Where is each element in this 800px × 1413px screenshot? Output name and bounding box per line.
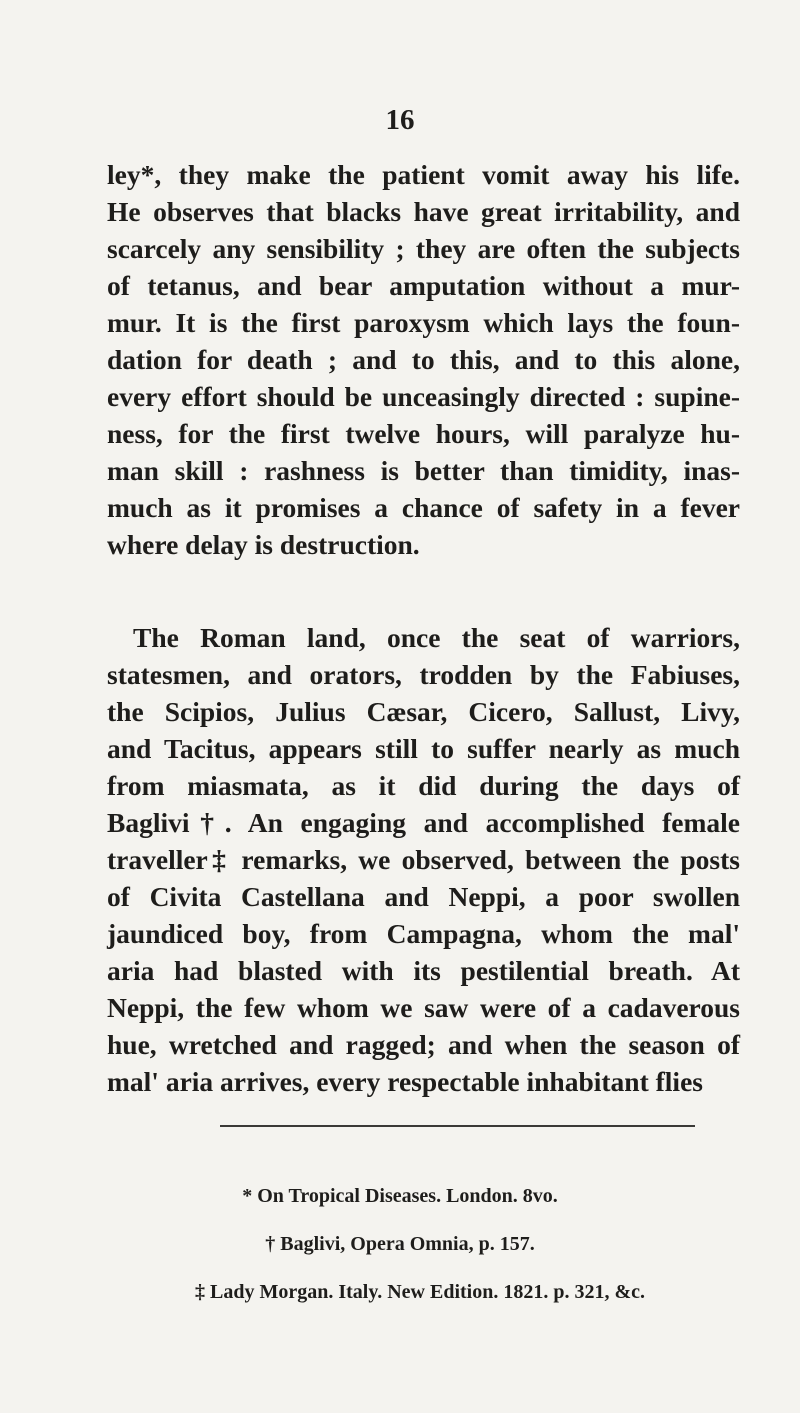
text-line: of tetanus, and bear amputation without a mur-	[107, 270, 740, 301]
text-line: much as it promises a chance of safety in a fever	[107, 492, 740, 523]
footnotes	[0, 1172, 800, 1316]
text-line: man skill : rashness is better than timidity, inas-	[107, 455, 740, 486]
text-line: statesmen, and orators, trodden by the Fabiuses,	[107, 659, 740, 690]
text-line: traveller‡ remarks, we observed, between the posts	[107, 844, 740, 875]
text-line: the Scipios, Julius Cæsar, Cicero, Sallust, Livy,	[107, 696, 740, 727]
paragraph-2	[107, 619, 740, 1100]
text-line: Neppi, the few whom we saw were of a cadaverous	[107, 992, 740, 1023]
text-line: scarcely any sensibility ; they are often the subjects	[107, 233, 740, 264]
text-line: dation for death ; and to this, and to this alone,	[107, 344, 740, 375]
text-line: and Tacitus, appears still to suffer nearly as much	[107, 733, 740, 764]
text-line: hue, wretched and ragged; and when the season of	[107, 1029, 740, 1060]
text-line: mal' aria arrives, every respectable inhabitant flies	[107, 1066, 703, 1097]
text-line: of Civita Castellana and Neppi, a poor swollen	[107, 881, 740, 912]
paragraph-1	[107, 156, 740, 563]
text-line: jaundiced boy, from Campagna, whom the mal'	[107, 918, 740, 949]
text-line: ness, for the first twelve hours, will paralyze hu-	[107, 418, 740, 449]
text-line: ley*, they make the patient vomit away his life.	[107, 159, 740, 190]
page-number: 16	[385, 104, 415, 136]
footnote-2: † Baglivi, Opera Omnia, p. 157.	[265, 1233, 535, 1255]
text-line: from miasmata, as it did during the days of	[107, 770, 740, 801]
text-line: He observes that blacks have great irritability, and	[107, 196, 740, 227]
footnote-divider	[220, 1125, 695, 1127]
text-line: The Roman land, once the seat of warriors,	[133, 622, 740, 653]
footnote-3: ‡ Lady Morgan. Italy. New Edition. 1821. p. 321, &c.	[194, 1281, 646, 1303]
text-line: aria had blasted with its pestilential breath. At	[107, 955, 740, 986]
text-line: Baglivi†. An engaging and accomplished female	[107, 807, 740, 838]
footnote-1: * On Tropical Diseases. London. 8vo.	[242, 1185, 558, 1207]
text-line: every effort should be unceasingly directed : supine-	[107, 381, 740, 412]
text-line: mur. It is the first paroxysm which lays the foun-	[107, 307, 740, 338]
text-line: where delay is destruction.	[107, 529, 420, 560]
